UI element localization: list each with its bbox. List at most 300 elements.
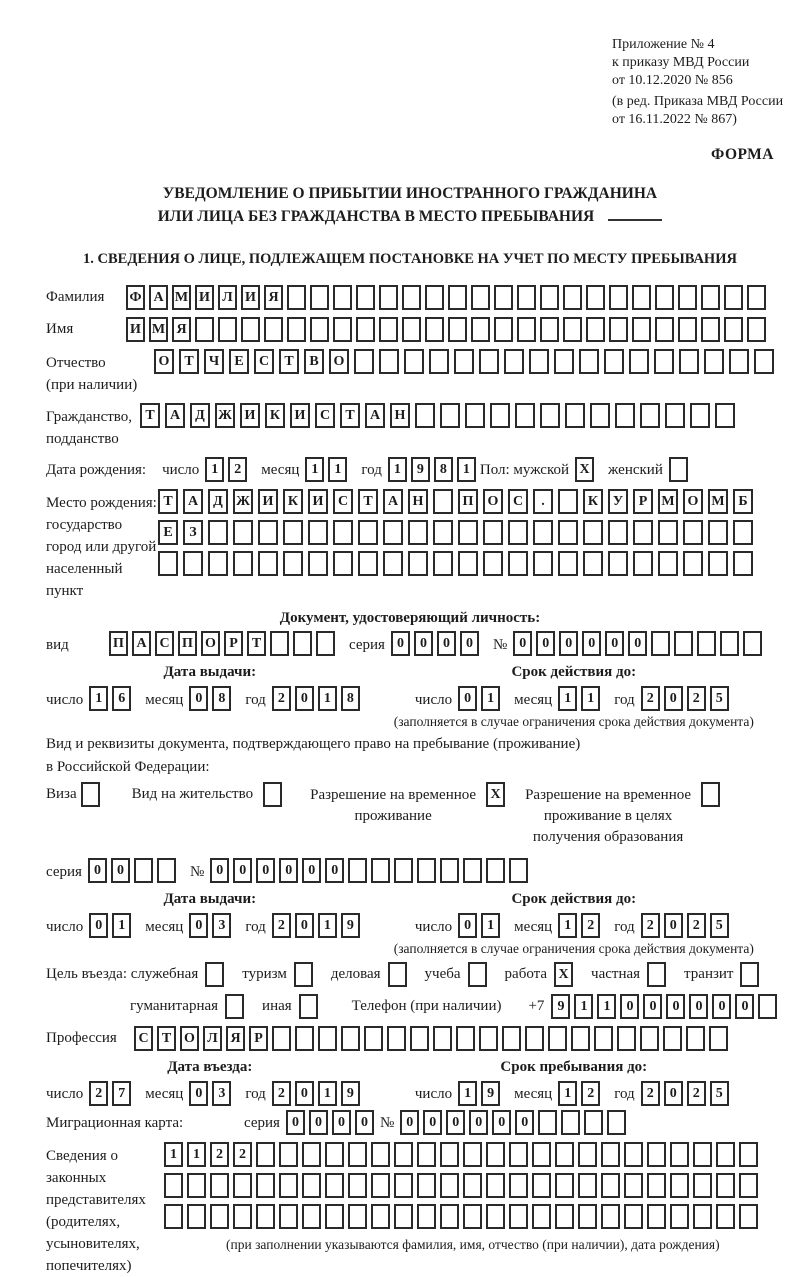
form-cell[interactable]: П <box>178 631 197 656</box>
form-cell[interactable]: 0 <box>400 1110 419 1135</box>
form-cell[interactable] <box>258 520 278 545</box>
form-cell[interactable] <box>647 1173 666 1198</box>
form-cell[interactable]: К <box>265 403 285 428</box>
form-cell[interactable] <box>270 631 289 656</box>
form-cell[interactable] <box>647 962 666 987</box>
form-cell[interactable] <box>561 1110 580 1135</box>
form-cell[interactable]: 2 <box>687 913 706 938</box>
form-cell[interactable]: 0 <box>664 1081 683 1106</box>
form-cell[interactable] <box>256 1204 275 1229</box>
form-cell[interactable] <box>504 349 524 374</box>
form-cell[interactable]: 0 <box>332 1110 351 1135</box>
form-cell[interactable] <box>697 631 716 656</box>
form-cell[interactable]: А <box>132 631 151 656</box>
form-cell[interactable]: 0 <box>423 1110 442 1135</box>
form-cell[interactable] <box>379 317 398 342</box>
form-cell[interactable]: 2 <box>641 913 660 938</box>
form-cell[interactable]: 1 <box>388 457 407 482</box>
form-cell[interactable]: 0 <box>355 1110 374 1135</box>
form-cell[interactable] <box>540 317 559 342</box>
form-cell[interactable]: 0 <box>89 913 108 938</box>
form-cell[interactable] <box>433 551 453 576</box>
form-cell[interactable]: 0 <box>295 686 314 711</box>
form-cell[interactable] <box>624 1142 643 1167</box>
form-cell[interactable] <box>665 403 685 428</box>
form-cell[interactable]: К <box>583 489 603 514</box>
form-cell[interactable] <box>195 317 214 342</box>
form-cell[interactable]: Я <box>264 285 283 310</box>
form-cell[interactable] <box>440 1173 459 1198</box>
form-cell[interactable] <box>555 1204 574 1229</box>
form-cell[interactable]: 0 <box>279 858 298 883</box>
form-cell[interactable]: А <box>365 403 385 428</box>
form-cell[interactable] <box>408 520 428 545</box>
form-cell[interactable] <box>448 317 467 342</box>
form-cell[interactable] <box>433 489 453 514</box>
form-cell[interactable] <box>494 317 513 342</box>
form-cell[interactable]: 0 <box>437 631 456 656</box>
form-cell[interactable] <box>647 1142 666 1167</box>
form-cell[interactable]: П <box>458 489 478 514</box>
form-cell[interactable] <box>578 1204 597 1229</box>
form-cell[interactable]: 0 <box>458 686 477 711</box>
form-cell[interactable]: 0 <box>189 913 208 938</box>
form-cell[interactable]: 1 <box>89 686 108 711</box>
form-cell[interactable]: 1 <box>318 1081 337 1106</box>
form-cell[interactable] <box>302 1173 321 1198</box>
form-cell[interactable] <box>333 317 352 342</box>
form-cell[interactable] <box>529 349 549 374</box>
form-cell[interactable]: Т <box>340 403 360 428</box>
form-cell[interactable]: 3 <box>212 913 231 938</box>
form-cell[interactable] <box>402 285 421 310</box>
form-cell[interactable] <box>740 962 759 987</box>
form-cell[interactable] <box>394 858 413 883</box>
form-cell[interactable] <box>241 317 260 342</box>
form-cell[interactable] <box>604 349 624 374</box>
form-cell[interactable] <box>408 551 428 576</box>
form-cell[interactable]: 1 <box>112 913 131 938</box>
form-cell[interactable] <box>739 1204 758 1229</box>
form-cell[interactable]: И <box>240 403 260 428</box>
form-cell[interactable]: Л <box>218 285 237 310</box>
form-cell[interactable]: М <box>658 489 678 514</box>
form-cell[interactable] <box>463 1173 482 1198</box>
form-cell[interactable]: 0 <box>256 858 275 883</box>
form-cell[interactable]: 0 <box>643 994 662 1019</box>
form-cell[interactable] <box>433 1026 452 1051</box>
form-cell[interactable] <box>609 285 628 310</box>
form-cell[interactable] <box>716 1142 735 1167</box>
form-cell[interactable]: 0 <box>189 686 208 711</box>
form-cell[interactable]: 0 <box>88 858 107 883</box>
form-cell[interactable] <box>586 317 605 342</box>
form-cell[interactable] <box>633 520 653 545</box>
form-cell[interactable] <box>686 1026 705 1051</box>
form-cell[interactable]: 2 <box>89 1081 108 1106</box>
form-cell[interactable]: 0 <box>735 994 754 1019</box>
form-cell[interactable] <box>388 962 407 987</box>
form-cell[interactable] <box>509 1142 528 1167</box>
form-cell[interactable]: 0 <box>210 858 229 883</box>
form-cell[interactable]: Я <box>172 317 191 342</box>
form-cell[interactable] <box>654 349 674 374</box>
form-cell[interactable] <box>733 520 753 545</box>
form-cell[interactable] <box>708 520 728 545</box>
form-cell[interactable] <box>486 1173 505 1198</box>
form-cell[interactable] <box>538 1110 557 1135</box>
form-cell[interactable] <box>383 551 403 576</box>
form-cell[interactable] <box>210 1173 229 1198</box>
form-cell[interactable] <box>333 520 353 545</box>
form-cell[interactable] <box>709 1026 728 1051</box>
form-cell[interactable] <box>318 1026 337 1051</box>
form-cell[interactable] <box>508 520 528 545</box>
form-cell[interactable] <box>663 1026 682 1051</box>
form-cell[interactable] <box>379 349 399 374</box>
form-cell[interactable]: 0 <box>458 913 477 938</box>
form-cell[interactable] <box>356 317 375 342</box>
form-cell[interactable] <box>658 551 678 576</box>
form-cell[interactable]: С <box>315 403 335 428</box>
form-cell[interactable]: О <box>180 1026 199 1051</box>
form-cell[interactable]: С <box>134 1026 153 1051</box>
form-cell[interactable]: С <box>333 489 353 514</box>
form-cell[interactable] <box>640 403 660 428</box>
form-cell[interactable] <box>608 520 628 545</box>
form-cell[interactable] <box>205 962 224 987</box>
form-cell[interactable] <box>295 1026 314 1051</box>
form-cell[interactable] <box>440 858 459 883</box>
form-cell[interactable] <box>729 349 749 374</box>
form-cell[interactable] <box>425 317 444 342</box>
form-cell[interactable] <box>354 349 374 374</box>
form-cell[interactable]: Ч <box>204 349 224 374</box>
form-cell[interactable] <box>558 489 578 514</box>
form-cell[interactable] <box>584 1110 603 1135</box>
form-cell[interactable] <box>264 317 283 342</box>
form-cell[interactable] <box>233 1204 252 1229</box>
form-cell[interactable] <box>571 1026 590 1051</box>
form-cell[interactable]: 0 <box>302 858 321 883</box>
form-cell[interactable] <box>629 349 649 374</box>
form-cell[interactable] <box>533 551 553 576</box>
form-cell[interactable] <box>532 1204 551 1229</box>
form-cell[interactable] <box>486 858 505 883</box>
form-cell[interactable]: 8 <box>212 686 231 711</box>
form-cell[interactable]: 5 <box>710 913 729 938</box>
form-cell[interactable]: И <box>258 489 278 514</box>
form-cell[interactable] <box>299 994 318 1019</box>
form-cell[interactable] <box>348 1173 367 1198</box>
form-cell[interactable]: Е <box>158 520 178 545</box>
form-cell[interactable]: И <box>241 285 260 310</box>
form-cell[interactable] <box>471 317 490 342</box>
form-cell[interactable] <box>256 1173 275 1198</box>
form-cell[interactable] <box>678 317 697 342</box>
form-cell[interactable] <box>325 1204 344 1229</box>
form-cell[interactable]: 0 <box>325 858 344 883</box>
form-cell[interactable]: 0 <box>513 631 532 656</box>
form-cell[interactable] <box>632 317 651 342</box>
form-cell[interactable] <box>509 858 528 883</box>
form-cell[interactable]: 2 <box>687 1081 706 1106</box>
form-cell[interactable]: Б <box>733 489 753 514</box>
form-cell[interactable] <box>483 520 503 545</box>
form-cell[interactable] <box>532 1173 551 1198</box>
form-cell[interactable] <box>456 1026 475 1051</box>
form-cell[interactable] <box>356 285 375 310</box>
form-cell[interactable]: 0 <box>469 1110 488 1135</box>
form-cell[interactable] <box>502 1026 521 1051</box>
form-cell[interactable]: 2 <box>272 686 291 711</box>
form-cell[interactable] <box>617 1026 636 1051</box>
form-cell[interactable] <box>486 1204 505 1229</box>
form-cell[interactable] <box>558 520 578 545</box>
form-cell[interactable]: 2 <box>641 1081 660 1106</box>
form-cell[interactable]: С <box>155 631 174 656</box>
form-cell[interactable] <box>233 520 253 545</box>
form-cell[interactable] <box>724 317 743 342</box>
form-cell[interactable] <box>81 782 100 807</box>
form-cell[interactable] <box>383 520 403 545</box>
form-cell[interactable] <box>586 285 605 310</box>
form-cell[interactable] <box>256 1142 275 1167</box>
form-cell[interactable] <box>743 631 762 656</box>
form-cell[interactable]: Д <box>190 403 210 428</box>
form-cell[interactable]: О <box>483 489 503 514</box>
form-cell[interactable] <box>183 551 203 576</box>
form-cell[interactable] <box>417 1204 436 1229</box>
form-cell[interactable] <box>371 1173 390 1198</box>
form-cell[interactable] <box>670 1142 689 1167</box>
form-cell[interactable]: 5 <box>710 686 729 711</box>
form-cell[interactable]: А <box>149 285 168 310</box>
form-cell[interactable] <box>471 285 490 310</box>
form-cell[interactable] <box>440 403 460 428</box>
form-cell[interactable] <box>555 1173 574 1198</box>
form-cell[interactable]: Т <box>247 631 266 656</box>
form-cell[interactable]: 9 <box>411 457 430 482</box>
form-cell[interactable] <box>747 285 766 310</box>
form-cell[interactable]: В <box>304 349 324 374</box>
form-cell[interactable]: Д <box>208 489 228 514</box>
form-cell[interactable] <box>632 285 651 310</box>
form-cell[interactable]: М <box>172 285 191 310</box>
form-cell[interactable] <box>371 1204 390 1229</box>
form-cell[interactable] <box>358 520 378 545</box>
form-cell[interactable] <box>279 1142 298 1167</box>
form-cell[interactable]: 3 <box>212 1081 231 1106</box>
form-cell[interactable] <box>701 285 720 310</box>
form-cell[interactable] <box>316 631 335 656</box>
form-cell[interactable] <box>433 520 453 545</box>
form-cell[interactable]: 1 <box>558 913 577 938</box>
form-cell[interactable]: 0 <box>446 1110 465 1135</box>
form-cell[interactable] <box>208 551 228 576</box>
form-cell[interactable]: 1 <box>597 994 616 1019</box>
form-cell[interactable]: Т <box>358 489 378 514</box>
form-cell[interactable] <box>540 285 559 310</box>
form-cell[interactable] <box>279 1173 298 1198</box>
form-cell[interactable]: Л <box>203 1026 222 1051</box>
form-cell[interactable]: А <box>183 489 203 514</box>
form-cell[interactable] <box>379 285 398 310</box>
form-cell[interactable] <box>187 1173 206 1198</box>
form-cell[interactable]: 1 <box>581 686 600 711</box>
form-cell[interactable] <box>233 1173 252 1198</box>
form-cell[interactable] <box>739 1173 758 1198</box>
form-cell[interactable] <box>479 1026 498 1051</box>
form-cell[interactable]: 2 <box>641 686 660 711</box>
form-cell[interactable] <box>134 858 153 883</box>
form-cell[interactable] <box>440 1204 459 1229</box>
form-cell[interactable]: 0 <box>664 913 683 938</box>
form-cell[interactable] <box>364 1026 383 1051</box>
form-cell[interactable]: А <box>165 403 185 428</box>
form-cell[interactable]: 1 <box>318 913 337 938</box>
form-cell[interactable] <box>440 1142 459 1167</box>
form-cell[interactable] <box>533 520 553 545</box>
form-cell[interactable]: О <box>154 349 174 374</box>
form-cell[interactable] <box>287 317 306 342</box>
form-cell[interactable]: 0 <box>628 631 647 656</box>
form-cell[interactable]: 9 <box>341 1081 360 1106</box>
form-cell[interactable] <box>758 994 777 1019</box>
form-cell[interactable]: К <box>283 489 303 514</box>
form-cell[interactable] <box>540 403 560 428</box>
form-cell[interactable] <box>283 551 303 576</box>
form-cell[interactable]: X <box>575 457 594 482</box>
form-cell[interactable] <box>164 1204 183 1229</box>
form-cell[interactable] <box>394 1204 413 1229</box>
form-cell[interactable] <box>670 1173 689 1198</box>
form-cell[interactable]: И <box>290 403 310 428</box>
form-cell[interactable]: 5 <box>710 1081 729 1106</box>
form-cell[interactable] <box>754 349 774 374</box>
form-cell[interactable] <box>468 962 487 987</box>
form-cell[interactable]: 0 <box>605 631 624 656</box>
form-cell[interactable] <box>272 1026 291 1051</box>
form-cell[interactable]: 8 <box>341 686 360 711</box>
form-cell[interactable]: 6 <box>112 686 131 711</box>
form-cell[interactable] <box>739 1142 758 1167</box>
form-cell[interactable] <box>325 1142 344 1167</box>
form-cell[interactable]: 0 <box>712 994 731 1019</box>
form-cell[interactable] <box>548 1026 567 1051</box>
form-cell[interactable] <box>701 317 720 342</box>
form-cell[interactable] <box>187 1204 206 1229</box>
form-cell[interactable] <box>494 285 513 310</box>
form-cell[interactable] <box>233 551 253 576</box>
form-cell[interactable]: 0 <box>536 631 555 656</box>
form-cell[interactable] <box>458 520 478 545</box>
form-cell[interactable]: О <box>201 631 220 656</box>
form-cell[interactable] <box>310 317 329 342</box>
form-cell[interactable] <box>263 782 282 807</box>
form-cell[interactable] <box>371 858 390 883</box>
form-cell[interactable] <box>708 551 728 576</box>
form-cell[interactable]: 2 <box>581 1081 600 1106</box>
form-cell[interactable] <box>701 782 720 807</box>
form-cell[interactable]: 0 <box>492 1110 511 1135</box>
form-cell[interactable] <box>578 1142 597 1167</box>
form-cell[interactable]: З <box>183 520 203 545</box>
form-cell[interactable] <box>294 962 313 987</box>
form-cell[interactable] <box>651 631 670 656</box>
form-cell[interactable] <box>486 1142 505 1167</box>
form-cell[interactable] <box>410 1026 429 1051</box>
form-cell[interactable]: 0 <box>664 686 683 711</box>
form-cell[interactable] <box>157 858 176 883</box>
form-cell[interactable]: Р <box>633 489 653 514</box>
form-cell[interactable]: 0 <box>295 1081 314 1106</box>
form-cell[interactable] <box>308 520 328 545</box>
form-cell[interactable] <box>655 317 674 342</box>
form-cell[interactable] <box>417 1142 436 1167</box>
form-cell[interactable]: Ж <box>215 403 235 428</box>
form-cell[interactable]: 1 <box>457 457 476 482</box>
form-cell[interactable] <box>158 551 178 576</box>
form-cell[interactable] <box>674 631 693 656</box>
form-cell[interactable] <box>608 551 628 576</box>
form-cell[interactable]: М <box>149 317 168 342</box>
form-cell[interactable]: 1 <box>318 686 337 711</box>
form-cell[interactable] <box>415 403 435 428</box>
form-cell[interactable] <box>394 1173 413 1198</box>
form-cell[interactable]: Р <box>224 631 243 656</box>
form-cell[interactable]: О <box>329 349 349 374</box>
form-cell[interactable] <box>225 994 244 1019</box>
form-cell[interactable] <box>279 1204 298 1229</box>
form-cell[interactable]: 0 <box>460 631 479 656</box>
form-cell[interactable] <box>302 1204 321 1229</box>
form-cell[interactable] <box>733 551 753 576</box>
form-cell[interactable] <box>517 285 536 310</box>
form-cell[interactable] <box>463 1204 482 1229</box>
form-cell[interactable] <box>387 1026 406 1051</box>
form-cell[interactable] <box>348 858 367 883</box>
form-cell[interactable] <box>287 285 306 310</box>
form-cell[interactable] <box>693 1204 712 1229</box>
form-cell[interactable]: 2 <box>210 1142 229 1167</box>
form-cell[interactable]: И <box>126 317 145 342</box>
form-cell[interactable] <box>579 349 599 374</box>
form-cell[interactable] <box>683 551 703 576</box>
form-cell[interactable] <box>463 1142 482 1167</box>
form-cell[interactable]: Я <box>226 1026 245 1051</box>
form-cell[interactable] <box>402 317 421 342</box>
form-cell[interactable] <box>601 1204 620 1229</box>
form-cell[interactable] <box>208 520 228 545</box>
form-cell[interactable] <box>417 1173 436 1198</box>
form-cell[interactable] <box>563 285 582 310</box>
form-cell[interactable] <box>508 551 528 576</box>
form-cell[interactable] <box>394 1142 413 1167</box>
form-cell[interactable]: . <box>533 489 553 514</box>
form-cell[interactable] <box>601 1173 620 1198</box>
form-cell[interactable]: Н <box>390 403 410 428</box>
form-cell[interactable]: 1 <box>328 457 347 482</box>
form-cell[interactable]: Ж <box>233 489 253 514</box>
form-cell[interactable]: П <box>109 631 128 656</box>
form-cell[interactable] <box>293 631 312 656</box>
form-cell[interactable]: 1 <box>481 686 500 711</box>
form-cell[interactable] <box>724 285 743 310</box>
form-cell[interactable]: X <box>554 962 573 987</box>
form-cell[interactable] <box>583 551 603 576</box>
form-cell[interactable]: Т <box>179 349 199 374</box>
